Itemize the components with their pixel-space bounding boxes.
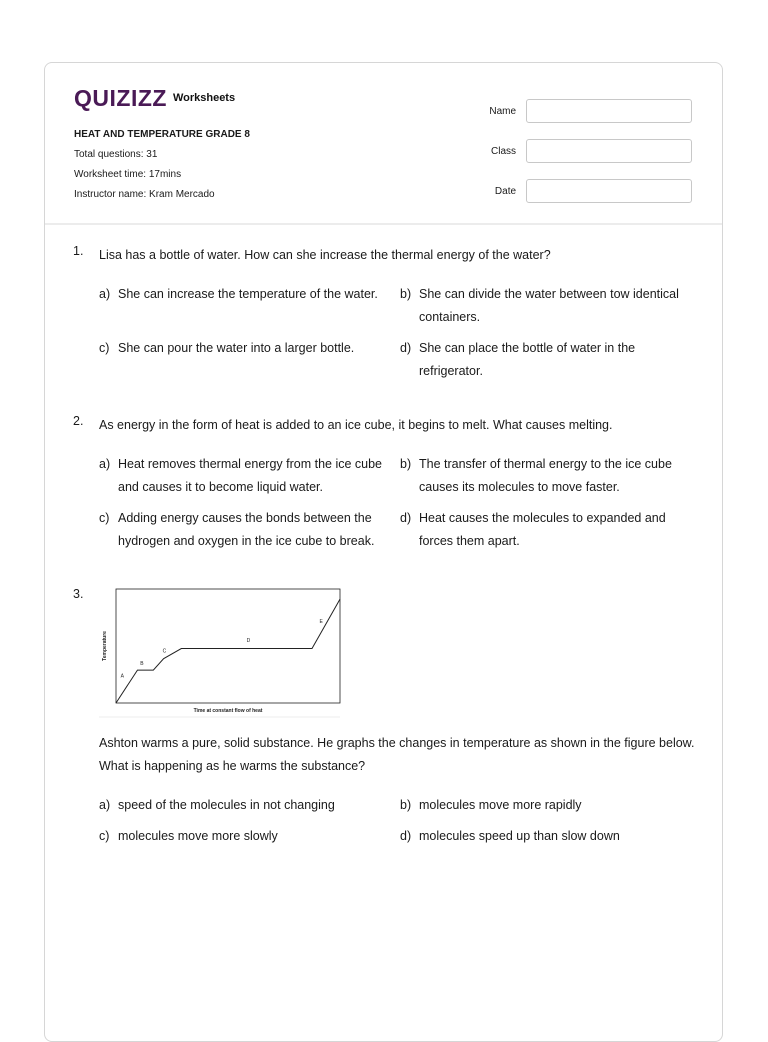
option-letter: c) — [99, 341, 110, 355]
worksheet-title: HEAT AND TEMPERATURE GRADE 8 — [74, 129, 250, 140]
question-number: 3. — [73, 587, 84, 601]
class-input[interactable] — [526, 139, 692, 163]
worksheet-time: Worksheet time: 17mins — [74, 169, 182, 180]
logo-subtitle: Worksheets — [172, 91, 236, 104]
question-3 — [73, 587, 703, 848]
answer-option[interactable] — [99, 794, 400, 817]
date-label: Date — [494, 185, 517, 197]
option-text: She can divide the water between tow identical containers. — [419, 287, 679, 324]
option-letter: a) — [99, 798, 111, 812]
option-letter: d) — [400, 511, 412, 525]
option-text: Heat removes thermal energy from the ice cube and causes it to become liquid water. — [118, 457, 383, 494]
answer-option[interactable] — [400, 283, 700, 329]
answer-option[interactable] — [99, 507, 400, 553]
option-text: She can increase the temperature of the water. — [118, 287, 378, 301]
segment-label-c: C — [162, 648, 167, 655]
worksheet-meta — [74, 125, 250, 205]
question-text: As energy in the form of heat is added to an ice cube, it begins to melt. What causes melting. — [99, 418, 613, 432]
quizizz-logo — [74, 85, 235, 112]
question-text: Ashton warms a pure, solid substance. He graphs the changes in temperature as shown in the figure below. What is happening as he warms the substance? — [99, 736, 695, 773]
option-text: She can place the bottle of water in the refrigerator. — [419, 341, 636, 378]
option-letter: b) — [400, 798, 412, 812]
answer-option[interactable] — [400, 453, 700, 499]
questions-list — [73, 244, 703, 848]
answer-options — [99, 283, 703, 383]
logo-wordmark: QUIZIZZ — [74, 85, 167, 111]
name-field-row — [477, 91, 692, 131]
segment-label-e: E — [319, 619, 323, 626]
option-letter: b) — [400, 287, 412, 301]
class-field-row — [477, 131, 692, 171]
option-letter: c) — [99, 511, 110, 525]
option-letter: b) — [400, 457, 412, 471]
total-questions: Total questions: 31 — [74, 149, 158, 160]
option-text: molecules move more slowly — [118, 829, 278, 843]
instructor-name: Instructor name: Kram Mercado — [74, 189, 215, 200]
student-fields — [477, 91, 692, 211]
temperature-line — [116, 599, 340, 703]
option-letter: a) — [99, 287, 111, 301]
option-text: molecules move more rapidly — [419, 798, 582, 812]
question-1 — [73, 244, 703, 383]
segment-label-b: B — [140, 661, 144, 667]
question-number: 2. — [73, 414, 84, 428]
option-text: speed of the molecules in not changing — [118, 798, 335, 812]
question-number: 1. — [73, 244, 84, 258]
option-text: Heat causes the molecules to expanded and forces them apart. — [419, 511, 666, 548]
segment-label-a: A — [120, 673, 125, 680]
option-text: She can pour the water into a larger bottle. — [118, 341, 355, 355]
temperature-graph — [99, 587, 349, 721]
answer-option[interactable] — [99, 283, 400, 329]
y-axis-label: Temperature — [102, 631, 108, 661]
answer-option[interactable] — [400, 794, 700, 817]
answer-options — [99, 453, 703, 553]
option-letter: a) — [99, 457, 111, 471]
date-input[interactable] — [526, 179, 692, 203]
class-label: Class — [491, 145, 517, 157]
question-text: Lisa has a bottle of water. How can she increase the thermal energy of the water? — [99, 248, 551, 262]
answer-option[interactable] — [400, 507, 700, 553]
answer-option[interactable] — [99, 453, 400, 499]
option-text: Adding energy causes the bonds between the hydrogen and oxygen in the ice cube to break. — [118, 511, 375, 548]
date-field-row — [477, 171, 692, 211]
worksheet-header — [45, 63, 722, 225]
option-letter: c) — [99, 829, 110, 843]
segment-label-d: D — [246, 638, 251, 645]
plot-frame — [116, 589, 340, 703]
answer-option[interactable] — [400, 825, 700, 848]
answer-option[interactable] — [400, 337, 700, 383]
answer-options — [99, 794, 703, 848]
answer-option[interactable] — [99, 337, 400, 383]
answer-option[interactable] — [99, 825, 400, 848]
name-input[interactable] — [526, 99, 692, 123]
option-text: molecules speed up than slow down — [419, 829, 620, 843]
question-2 — [73, 414, 703, 553]
name-label: Name — [489, 105, 517, 117]
temperature-graph-figure — [99, 587, 703, 724]
option-letter: d) — [400, 829, 412, 843]
option-letter: d) — [400, 341, 412, 355]
option-text: The transfer of thermal energy to the ice cube causes its molecules to move faster. — [419, 457, 672, 494]
x-axis-label: Time at constant flow of heat — [193, 708, 263, 714]
